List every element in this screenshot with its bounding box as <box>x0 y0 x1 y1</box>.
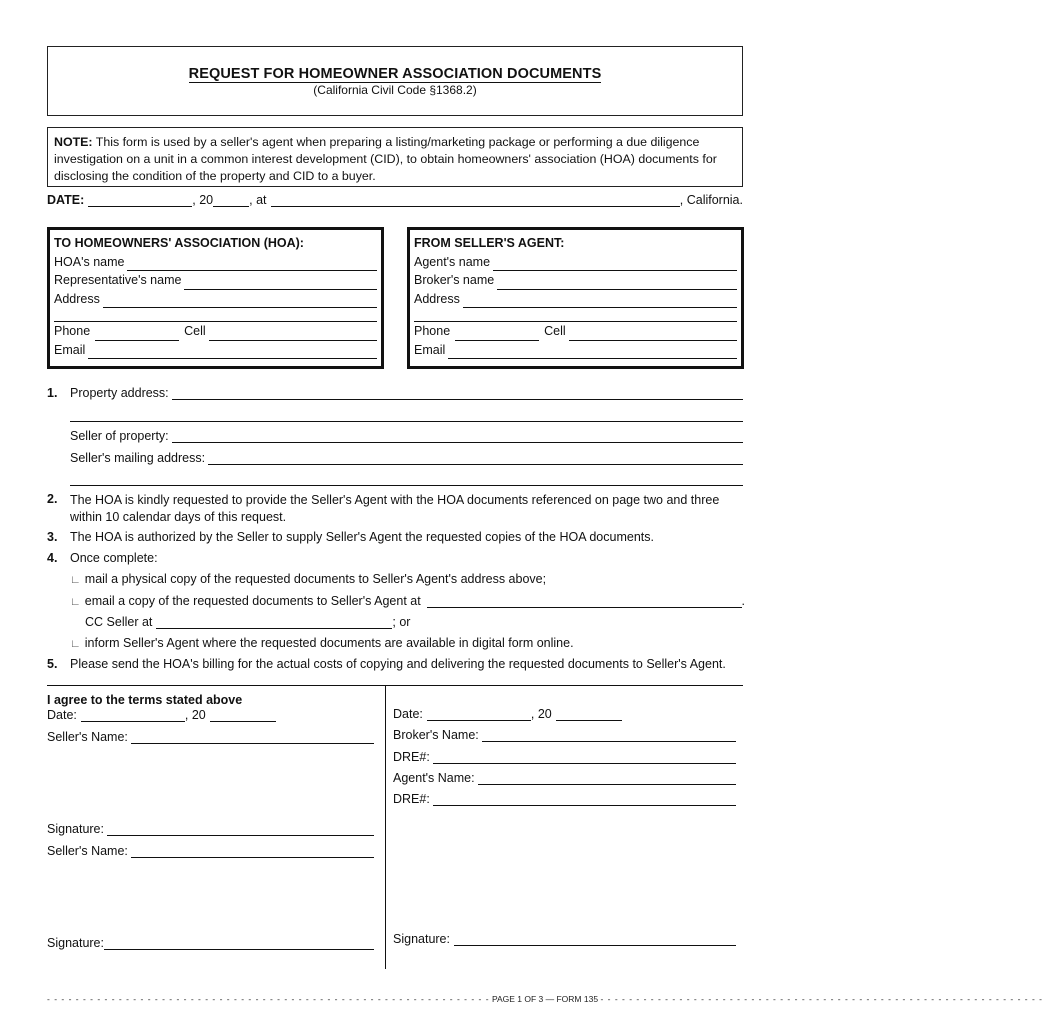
seller-label: Seller of property: <box>70 429 169 443</box>
agent-name-field[interactable] <box>493 257 737 271</box>
date-year-prefix: , 20 <box>192 193 214 207</box>
date-suffix: , California. <box>679 193 743 207</box>
hoa-email-field[interactable] <box>88 345 377 359</box>
agent-email-field[interactable] <box>448 345 737 359</box>
footer-text: PAGE 1 OF 3 — FORM 135 <box>491 994 599 1004</box>
option-email-row <box>70 594 745 608</box>
property-address-row-2 <box>70 408 743 422</box>
date-field[interactable] <box>88 194 192 207</box>
dre-row-1 <box>393 750 736 764</box>
hoa-address-field[interactable] <box>103 294 377 308</box>
mailing-field-2[interactable] <box>70 472 743 486</box>
broker-name-label: Broker's name <box>414 273 495 287</box>
broker-name-row <box>393 728 736 742</box>
date-label: DATE: <box>47 193 85 207</box>
mailing-row <box>70 451 743 465</box>
seller-signature-label-1: Signature: <box>47 822 104 836</box>
agent-year-field[interactable] <box>556 708 622 721</box>
seller-name-field-2[interactable] <box>131 844 374 858</box>
broker-sig-field[interactable] <box>482 728 736 742</box>
hoa-cell-label: Cell <box>184 324 206 338</box>
hoa-rep-field[interactable] <box>184 276 377 290</box>
agent-email-label: Email <box>414 342 446 357</box>
cc-seller-row <box>85 615 410 629</box>
title-box <box>47 46 743 116</box>
item-2-number: 2. <box>47 492 58 506</box>
agent-date-label: Date: <box>393 707 423 721</box>
hoa-name-label: HOA's name <box>54 254 125 269</box>
agent-box <box>407 227 744 369</box>
signature-vertical-divider <box>385 686 386 969</box>
agent-heading: FROM SELLER'S AGENT: <box>414 236 565 250</box>
note-box <box>47 127 743 187</box>
mailing-field[interactable] <box>208 451 743 465</box>
option-online-label: inform Seller's Agent where the requested documents are available in digital form online. <box>84 636 574 650</box>
seller-date-year: , 20 <box>184 708 206 722</box>
page-footer: - - - - - - - - - - - - - - - - - - - - - - - - - - - - - - - - - - - - - - - - - - - - - - - - - - - - - - - - - - - - - - PAGE 1 OF 3 — FORM 135 - - - - - - - - - - - - - - - - - - - - - - - - - - - - - - - - - - - - - - - - - - - - - - - - - - - - - - - - - - - - - - <box>47 994 1043 1004</box>
property-address-row <box>70 386 743 400</box>
broker-sig-label: Broker's Name: <box>393 728 479 742</box>
seller-field[interactable] <box>172 429 743 443</box>
seller-year-field[interactable] <box>210 709 276 722</box>
dre-field-2[interactable] <box>433 792 736 806</box>
option-email-end: . <box>741 594 745 608</box>
seller-signature-row-1 <box>47 822 374 836</box>
seller-signature-label-2: Signature: <box>47 936 104 950</box>
item-4-text: Once complete: <box>70 551 158 565</box>
option-online-row <box>70 636 574 650</box>
item-2-text: The HOA is kindly requested to provide the Seller's Agent with the HOA documents referenced on page two and three within 10 calendar days of this request. <box>70 493 720 524</box>
hoa-phone-label: Phone <box>54 324 91 338</box>
seller-name-row-1 <box>47 730 374 744</box>
hoa-rep-label: Representative's name <box>54 273 182 287</box>
agent-date-year: , 20 <box>530 707 552 721</box>
item-1-number: 1. <box>47 386 58 400</box>
agent-name-row <box>393 771 736 785</box>
hoa-cell-field[interactable] <box>209 327 377 341</box>
form-subtitle: (California Civil Code §1368.2) <box>313 83 477 97</box>
date-location-field[interactable] <box>271 193 680 207</box>
seller-row <box>70 429 743 443</box>
option-mail-row <box>70 572 546 586</box>
dre-field-1[interactable] <box>433 750 736 764</box>
dre-label-1: DRE#: <box>393 750 430 764</box>
mailing-label: Seller's mailing address: <box>70 451 206 465</box>
agent-address-label: Address <box>414 291 460 306</box>
agent-date-field[interactable] <box>427 708 531 721</box>
date-line <box>47 193 743 207</box>
seller-name-label-2: Seller's Name: <box>47 844 128 858</box>
form-title: REQUEST FOR HOMEOWNER ASSOCIATION DOCUMENTS <box>188 66 602 82</box>
hoa-address-label: Address <box>54 291 100 306</box>
agent-sig-name-field[interactable] <box>478 771 736 785</box>
hoa-email-label: Email <box>54 342 86 357</box>
item-5-number: 5. <box>47 657 58 671</box>
agent-phone-field[interactable] <box>455 328 539 341</box>
cc-seller-end: ; or <box>392 615 411 629</box>
note-text: This form is used by a seller's agent when preparing a listing/marketing package or performing a due diligence investigation on a unit in a common interest development (CID), to obtain homeowners' association (HOA) documents for disclosing the condition of the property and CID to a buyer. <box>54 135 717 183</box>
dre-label-2: DRE#: <box>393 792 430 806</box>
agree-heading: I agree to the terms stated above <box>47 693 243 707</box>
agent-sig-name-label: Agent's Name: <box>393 771 475 785</box>
hoa-box <box>47 227 384 369</box>
item-4-number: 4. <box>47 551 58 565</box>
online-checkbox[interactable]: ∟ <box>70 638 81 650</box>
seller-name-row-2 <box>47 844 374 858</box>
seller-name-field-1[interactable] <box>131 730 374 744</box>
hoa-phone-field[interactable] <box>95 328 179 341</box>
agent-name-label: Agent's name <box>414 254 491 269</box>
note-label: NOTE: <box>54 135 93 149</box>
cc-seller-label: CC Seller at <box>85 615 153 629</box>
dre-row-2 <box>393 792 736 806</box>
mail-checkbox[interactable]: ∟ <box>70 574 81 586</box>
item-3-number: 3. <box>47 530 58 544</box>
date-at: , at <box>249 193 267 207</box>
hoa-name-field[interactable] <box>127 257 377 271</box>
seller-signature-field-2[interactable] <box>104 936 374 950</box>
cc-seller-field[interactable] <box>156 616 392 629</box>
hoa-address-field-2[interactable] <box>54 308 377 322</box>
agent-address-field-2[interactable] <box>414 308 737 322</box>
seller-signature-field-1[interactable] <box>107 822 374 836</box>
seller-date-field[interactable] <box>81 709 185 722</box>
hoa-heading: TO HOMEOWNERS' ASSOCIATION (HOA): <box>54 236 304 250</box>
agent-address-field[interactable] <box>463 294 737 308</box>
property-address-field[interactable] <box>172 386 743 400</box>
agent-cell-field[interactable] <box>569 327 737 341</box>
seller-signature-row-2 <box>47 936 374 950</box>
mailing-row-2 <box>70 472 743 486</box>
option-email-field[interactable] <box>427 594 742 608</box>
signature-divider <box>47 685 743 686</box>
date-year-field[interactable] <box>213 194 249 207</box>
email-checkbox[interactable]: ∟ <box>70 596 81 608</box>
seller-date-label: Date: <box>47 708 77 722</box>
option-email-label: email a copy of the requested documents to Seller's Agent at <box>84 594 421 608</box>
seller-date-row <box>47 708 276 722</box>
agent-cell-label: Cell <box>544 324 566 338</box>
property-address-label: Property address: <box>70 386 169 400</box>
broker-name-field[interactable] <box>497 276 737 290</box>
option-mail-label: mail a physical copy of the requested documents to Seller's Agent's address above; <box>84 572 547 586</box>
agent-phone-label: Phone <box>414 324 451 338</box>
agent-signature-field[interactable] <box>454 932 736 946</box>
agent-signature-label: Signature: <box>393 932 450 946</box>
agent-date-row <box>393 707 622 721</box>
item-5-text: Please send the HOA's billing for the actual costs of copying and delivering the requested documents to Seller's Agent. <box>70 657 726 671</box>
property-address-field-2[interactable] <box>70 408 743 422</box>
seller-name-label-1: Seller's Name: <box>47 730 128 744</box>
item-3-text: The HOA is authorized by the Seller to supply Seller's Agent the requested copies of the HOA documents. <box>70 530 654 544</box>
agent-signature-row <box>393 932 736 946</box>
